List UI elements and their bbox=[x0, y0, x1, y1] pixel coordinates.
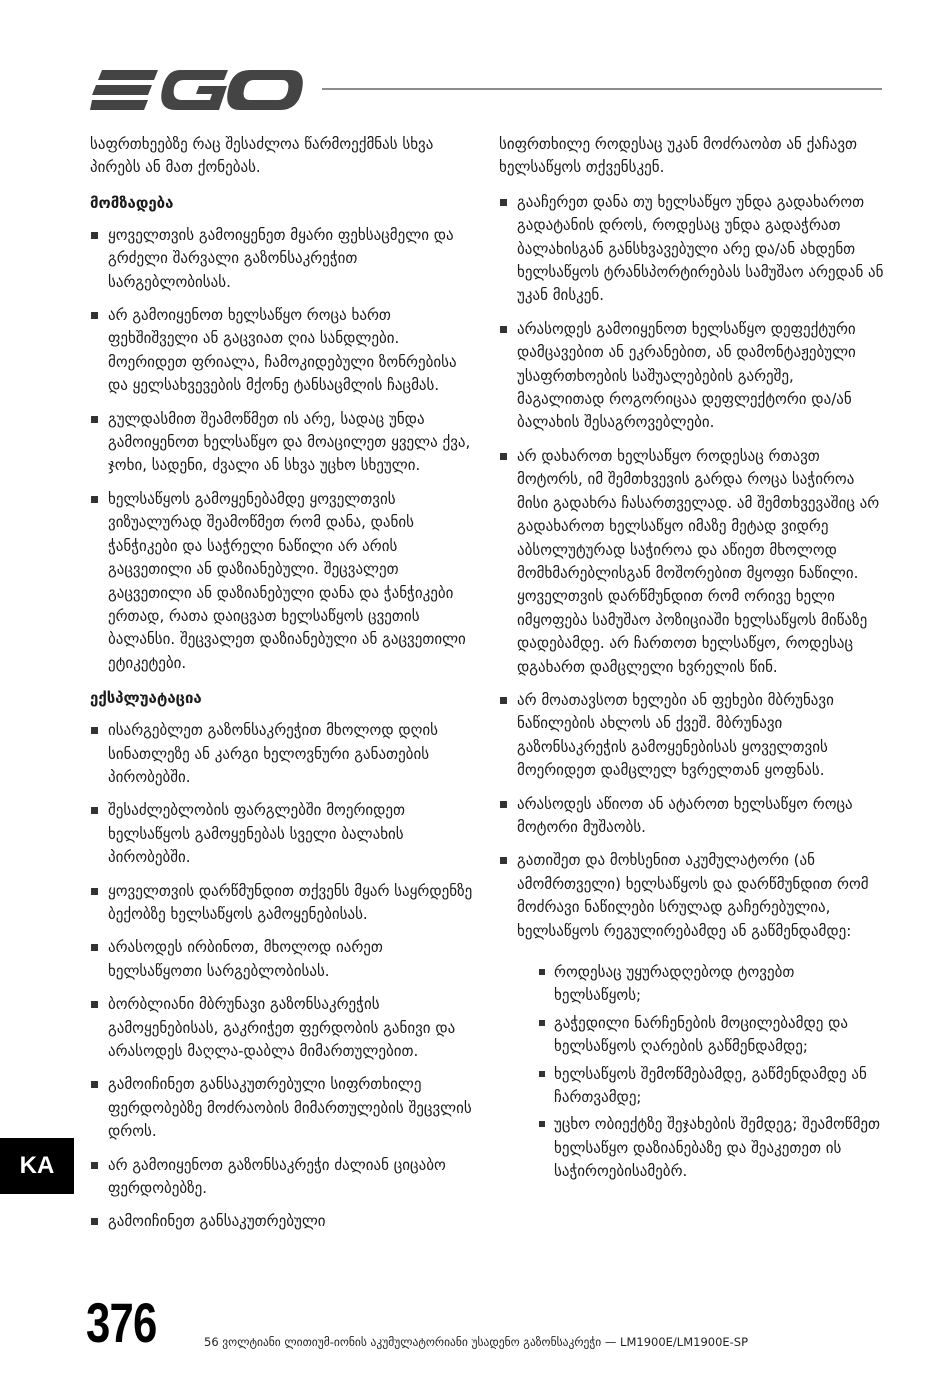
right-column bbox=[499, 133, 884, 1194]
list-item: არასოდეს გამოიყენოთ ხელსაწყო დეფექტური დამცავებით ან ეკრანებით, ან დამონტაჟებული უსაფრთხოების საშუალებების გარეშე, მაგალითად როგორიცაა დეფლექტორი და/ან ბალახის შესაგროვებლები. bbox=[499, 318, 884, 435]
sub-list bbox=[539, 961, 884, 1184]
ego-logo-mark bbox=[88, 66, 303, 116]
sub-list-item: გაჭედილი ნარჩენების მოცილებამდე და ხელსაწყოს ღარების გაწმენდამდე; bbox=[539, 1012, 884, 1059]
ops-list bbox=[90, 719, 478, 1234]
list-item: ბორბლიანი მბრუნავი გაზონსაკრეჭის გამოყენებისას, გაკრიჭეთ ფერდობის განივი და არასოდეს მაღლა-დაბლა მიმართულებით. bbox=[90, 993, 478, 1063]
list-item: ისარგებლეთ გაზონსაკრეჭით მხოლოდ დღის სინათლეზე ან კარგი ხელოვნური განათების პირობებში. bbox=[90, 719, 478, 789]
left-intro: საფრთხეებზე რაც შესაძლოა წარმოექმნას სხვა პირებს ან მათ ქონებას. bbox=[90, 135, 434, 177]
list-item: არ გამოიყენოთ გაზონსაკრეჭი ძალიან ციცაბო ფერდობებზე. bbox=[90, 1154, 478, 1201]
page-number: 376 bbox=[86, 1291, 157, 1354]
language-tab bbox=[0, 1138, 74, 1194]
list-item bbox=[499, 849, 884, 1183]
list-item: არ დახაროთ ხელსაწყო როდესაც რთავთ მოტორს, იმ შემთხვევის გარდა როცა საჭიროა მისი გადახრა ჩასართველად. ამ შემთხვევაშიც არ გადახაროთ ხელსაწყო იმაზე მეტად ვიდრე აბსოლუტურად საჭიროა და აწიეთ მხოლოდ მომხმარებლისგან მოშორებით მყოფი ნაწილი. ყოველთვის დარწმუნდით რომ ორივე ხელი იმყოფება სამუშაო პოზიციაში ხელსაწყოს მიწაზე დადებამდე. არ ჩართოთ ხელსაწყო, როდესაც დგახართ დამცლელი ხვრელის წინ. bbox=[499, 445, 884, 679]
sub-list-item: ხელსაწყოს შემოწმებამდე, გაწმენდამდე ან ჩართვამდე; bbox=[539, 1063, 884, 1110]
header-rule bbox=[322, 88, 882, 90]
list-item: ყოველთვის გამოიყენეთ მყარი ფეხსაცმელი და გრძელი შარვალი გაზონსაკრეჭით სარგებლობისას. bbox=[90, 224, 478, 294]
ops-heading: ექსპლუატაცია bbox=[90, 689, 202, 708]
list-item: არ მოათავსოთ ხელები ან ფეხები მბრუნავი ნაწილების ახლოს ან ქვეშ. მბრუნავი გაზონსაკრეჭის გამოყენებისას ყოველთვის მოერიდეთ დამცლელ ხვრელთან ყოფნას. bbox=[499, 689, 884, 783]
sub-list-item: როდესაც უყურადღებოდ ტოვებთ ხელსაწყოს; bbox=[539, 961, 884, 1008]
list-item: შესაძლებლობის ფარგლებში მოერიდეთ ხელსაწყოს გამოყენებას სველი ბალახის პირობებში. bbox=[90, 799, 478, 869]
right-list bbox=[499, 191, 884, 1184]
left-column bbox=[90, 133, 478, 1244]
list-item: არასოდეს ირბინოთ, მხოლოდ იარეთ ხელსაწყოთი სარგებლობისას. bbox=[90, 936, 478, 983]
list-item: გამოიჩინეთ განსაკუთრებული სიფრთხილე ფერდობებზე მოძრაობის მიმართულების შეცვლის დროს. bbox=[90, 1073, 478, 1143]
list-item: გამოიჩინეთ განსაკუთრებული bbox=[90, 1210, 478, 1233]
list-item: ყოველთვის დარწმუნდით თქვენს მყარ საყრდენზე ბექობზე ხელსაწყოს გამოყენებისას. bbox=[90, 880, 478, 927]
footer-text: 56 ვოლტიანი ლითიუმ-იონის აკუმულატორიანი უსადენო გაზონსაკრეჭი — LM1900E/LM1900E-SP bbox=[204, 1335, 749, 1349]
prep-heading: მომზადება bbox=[90, 193, 174, 212]
list-item: გულდასმით შეამოწმეთ ის არე, სადაც უნდა გამოიყენოთ ხელსაწყო და მოაცილეთ ყველა ქვა, ჯოხი, სადენი, ძვალი ან სხვა უცხო სხეული. bbox=[90, 408, 478, 478]
list-item: გააჩერეთ დანა თუ ხელსაწყო უნდა გადახაროთ გადატანის დროს, როდესაც უნდა გადაჭრათ ბალახისგან განსხვავებული არე და/ან ახდენთ ხელსაწყოს ტრანსპორტირებას სამუშაო არედან ან უკან მისკენ. bbox=[499, 191, 884, 308]
list-item: არასოდეს აწიოთ ან ატაროთ ხელსაწყო როცა მოტორი მუშაობს. bbox=[499, 793, 884, 840]
prep-list bbox=[90, 224, 478, 675]
language-tab-label: KA bbox=[19, 1152, 55, 1179]
right-intro: სიფრთხილე როდესაც უკან მოძრაობთ ან ქაჩავთ ხელსაწყოს თქვენსკენ. bbox=[499, 135, 858, 177]
list-item-text: გათიშეთ და მოხსენით აკუმულატორი (ან ამომრთველი) ხელსაწყოს და დარწმუნდით რომ მოძრავი ნაწილები სრულად გაჩერებულია, ხელსაწყოს რეგულირებამდე ან გაწმენდამდე: bbox=[517, 851, 869, 940]
list-item: არ გამოიყენოთ ხელსაწყო როცა ხართ ფეხშიშველი ან გაცვიათ ღია სანდლები. მოერიდეთ ფრიალა, ჩამოკიდებული ზონრებისა და ყელსახვევების მქონე ტანსაცმლის ჩაცმას. bbox=[90, 304, 478, 398]
sub-list-item: უცხო ობიექტზე შეჯახების შემდეგ; შეამოწმეთ ხელსაწყო დაზიანებაზე და შეაკეთეთ ის საჭიროებისამებრ. bbox=[539, 1113, 884, 1183]
ego-logo bbox=[88, 66, 303, 120]
list-item: ხელსაწყოს გამოყენებამდე ყოველთვის ვიზუალურად შეამოწმეთ რომ დანა, დანის ჭანჭიკები და საჭრელი ნაწილი არ არის გაცვეთილი ან დაზიანებული. შეცვალეთ გაცვეთილი ან დაზიანებული დანა და ჭანჭიკები ერთად, რათა დაიცვათ ხელსაწყოს ცვეთის ბალანსი. შეცვალეთ დაზიანებული ან გაცვეთილი ეტიკეტები. bbox=[90, 488, 478, 675]
